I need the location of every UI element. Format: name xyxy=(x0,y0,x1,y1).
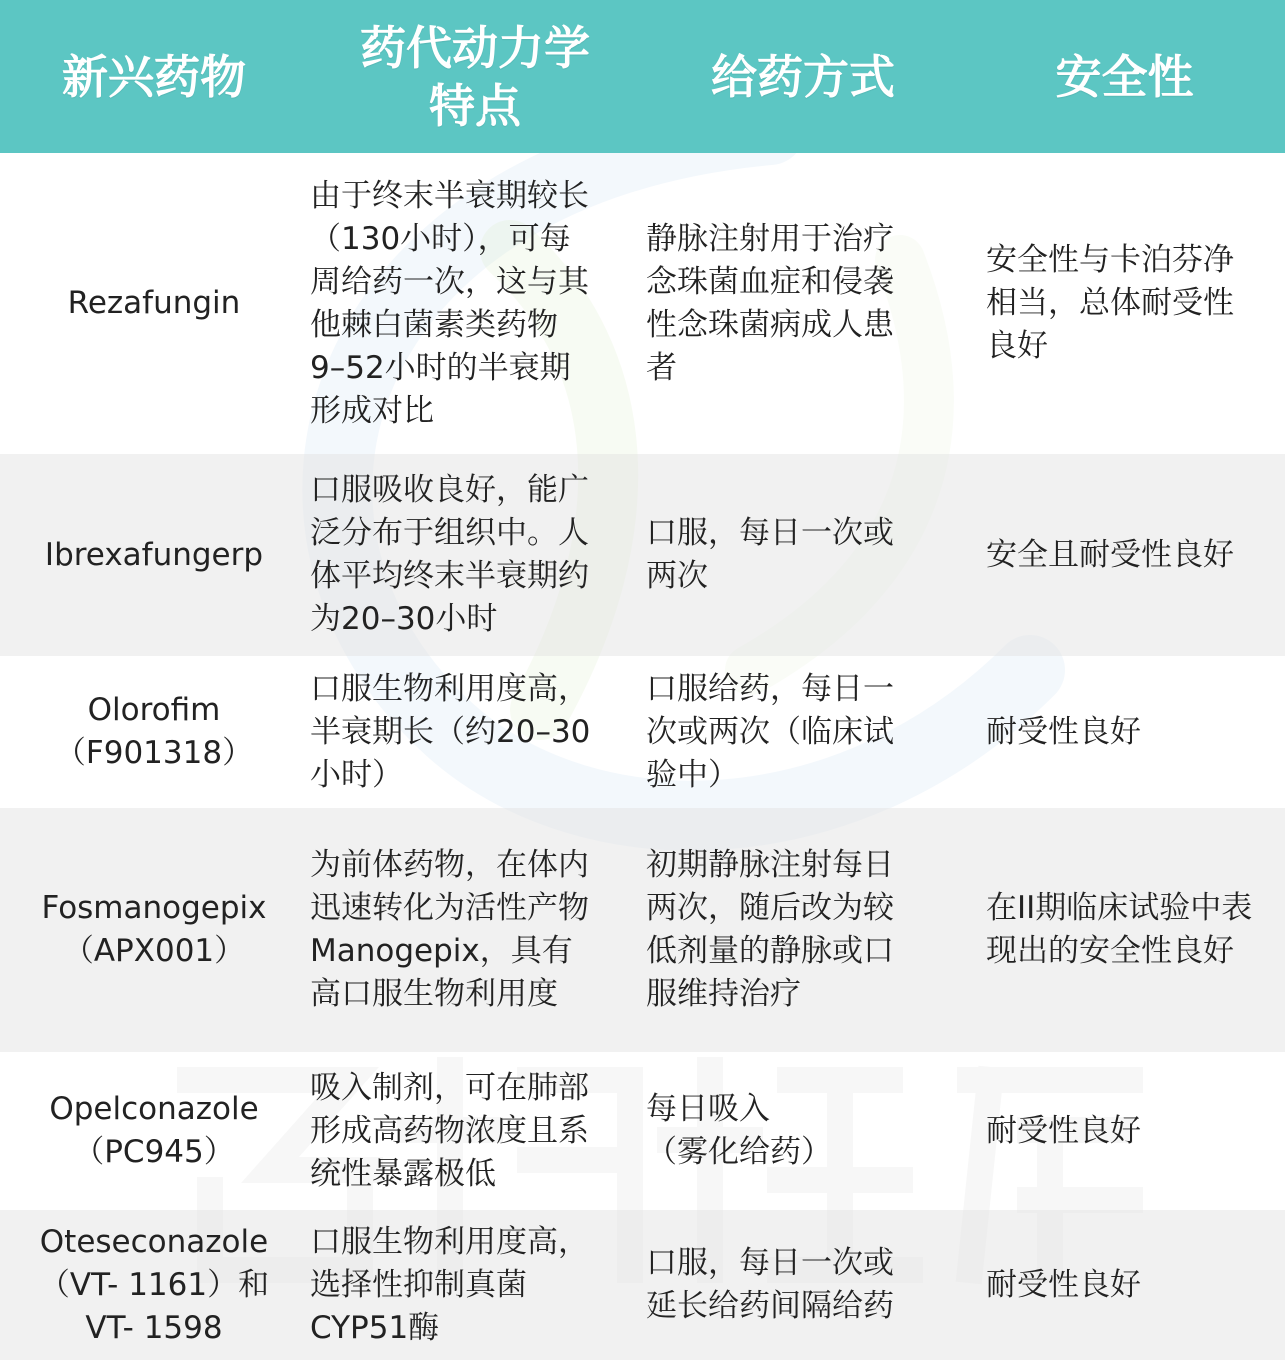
pk-line: 形成高药物浓度且系 xyxy=(310,1112,589,1149)
admin-line: 性念珠菌病成人患 xyxy=(646,306,894,343)
admin-line: 念珠菌血症和侵袭 xyxy=(646,263,894,300)
drug-name-line: Opelconazole xyxy=(49,1091,259,1127)
drug-name-cell xyxy=(0,1052,308,1210)
admin-line: 两次，随后改为较 xyxy=(646,890,894,926)
header-row xyxy=(0,0,1285,153)
safety-cell xyxy=(964,454,1285,656)
pk-line: （130小时），可每 xyxy=(310,220,571,257)
admin-cell xyxy=(642,656,964,808)
admin-line: 延长给药间隔给药 xyxy=(646,1288,894,1324)
drug-name-line: （F901318） xyxy=(54,735,254,771)
pk-line: 小时） xyxy=(310,756,403,793)
table-row xyxy=(0,656,1285,808)
drug-name-cell xyxy=(0,1210,308,1360)
admin-cell xyxy=(642,1210,964,1360)
header-drug: 新兴药物 xyxy=(62,49,246,104)
safety-cell xyxy=(964,1210,1285,1360)
header-admin: 给药方式 xyxy=(711,49,895,104)
header-pk xyxy=(308,0,642,153)
drug-name-cell xyxy=(0,153,308,454)
pk-cell xyxy=(308,1210,642,1360)
admin-line: 口服给药，每日一 xyxy=(646,670,894,707)
pk-line: 选择性抑制真菌 xyxy=(310,1266,527,1303)
admin-line: 者 xyxy=(646,349,677,386)
pk-line: 口服吸收良好，能广 xyxy=(310,472,589,508)
admin-line: 口服，每日一次或 xyxy=(646,1245,894,1281)
admin-line: 服维持治疗 xyxy=(646,976,801,1012)
table-row xyxy=(0,153,1285,454)
pk-cell xyxy=(308,808,642,1052)
admin-line: 验中） xyxy=(646,756,739,793)
pk-line: 9–52小时的半衰期 xyxy=(310,349,571,386)
admin-cell xyxy=(642,1052,964,1210)
drug-name-line: Oteseconazole xyxy=(39,1223,269,1260)
safety-cell xyxy=(964,153,1285,454)
pk-line: 半衰期长（约20–30 xyxy=(310,713,591,750)
header-pk-line: 药代动力学 xyxy=(360,20,590,75)
safety-cell xyxy=(964,808,1285,1052)
safety-line: 安全性与卡泊芬净 xyxy=(986,242,1234,278)
pk-cell xyxy=(308,454,642,656)
pk-line: 统性暴露极低 xyxy=(310,1155,496,1192)
admin-line: 次或两次（临床试 xyxy=(646,713,894,750)
safety-line: 耐受性良好 xyxy=(986,1112,1141,1149)
pk-line: 迅速转化为活性产物 xyxy=(310,890,589,926)
pk-line: 口服生物利用度高， xyxy=(310,1223,589,1260)
header-pk-line: 特点 xyxy=(429,78,521,133)
pk-line: 体平均终末半衰期约 xyxy=(310,558,589,594)
pk-cell xyxy=(308,153,642,454)
admin-line: 静脉注射用于治疗 xyxy=(646,220,894,257)
drug-name-line: Rezafungin xyxy=(67,285,241,321)
admin-line: 每日吸入 xyxy=(646,1091,770,1127)
table-row xyxy=(0,808,1285,1052)
admin-line: 两次 xyxy=(646,558,708,594)
pk-line: 为前体药物，在体内 xyxy=(310,847,589,883)
drug-name-line: （APX001） xyxy=(62,933,246,969)
pk-cell xyxy=(308,656,642,808)
drug-name-line: Fosmanogepix xyxy=(41,890,267,926)
drug-name-line: Ibrexafungerp xyxy=(44,536,264,573)
pk-line: 吸入制剂，可在肺部 xyxy=(310,1069,589,1106)
safety-line: 安全且耐受性良好 xyxy=(986,536,1234,573)
admin-cell xyxy=(642,808,964,1052)
admin-cell xyxy=(642,153,964,454)
drug-name-line: （VT- 1161）和 xyxy=(38,1266,270,1303)
drug-name-line: Olorofim xyxy=(87,692,221,728)
pk-line: 周给药一次，这与其 xyxy=(310,263,589,300)
pk-cell xyxy=(308,1052,642,1210)
admin-line: （雾化给药） xyxy=(646,1134,832,1170)
admin-line: 口服，每日一次或 xyxy=(646,515,894,551)
safety-line: 在II期临床试验中表 xyxy=(986,890,1253,926)
table-row xyxy=(0,1210,1285,1360)
safety-cell xyxy=(964,1052,1285,1210)
safety-line: 耐受性良好 xyxy=(986,1266,1141,1303)
drug-name-line: （PC945） xyxy=(73,1134,235,1170)
safety-cell xyxy=(964,656,1285,808)
pk-line: CYP51酶 xyxy=(310,1309,440,1346)
safety-line: 良好 xyxy=(986,328,1048,364)
drug-name-cell xyxy=(0,656,308,808)
pk-line: 口服生物利用度高， xyxy=(310,670,589,707)
pk-line: Manogepix，具有 xyxy=(310,933,573,969)
pk-line: 由于终末半衰期较长 xyxy=(310,177,589,214)
admin-line: 初期静脉注射每日 xyxy=(646,847,894,883)
drug-name-line: VT- 1598 xyxy=(85,1309,223,1346)
pk-line: 形成对比 xyxy=(310,392,434,429)
safety-line: 耐受性良好 xyxy=(986,713,1141,750)
table-row xyxy=(0,454,1285,656)
safety-line: 相当，总体耐受性 xyxy=(986,285,1234,321)
table-row xyxy=(0,1052,1285,1210)
drug-name-cell xyxy=(0,808,308,1052)
pk-line: 高口服生物利用度 xyxy=(310,976,558,1012)
admin-cell xyxy=(642,454,964,656)
drug-name-cell xyxy=(0,454,308,656)
admin-line: 低剂量的静脉或口 xyxy=(646,933,894,969)
header-safety: 安全性 xyxy=(1055,49,1194,104)
pk-line: 为20–30小时 xyxy=(310,601,498,637)
pk-line: 泛分布于组织中。人 xyxy=(310,515,589,551)
pk-line: 他棘白菌素类药物 xyxy=(310,306,558,343)
safety-line: 现出的安全性良好 xyxy=(986,933,1234,969)
